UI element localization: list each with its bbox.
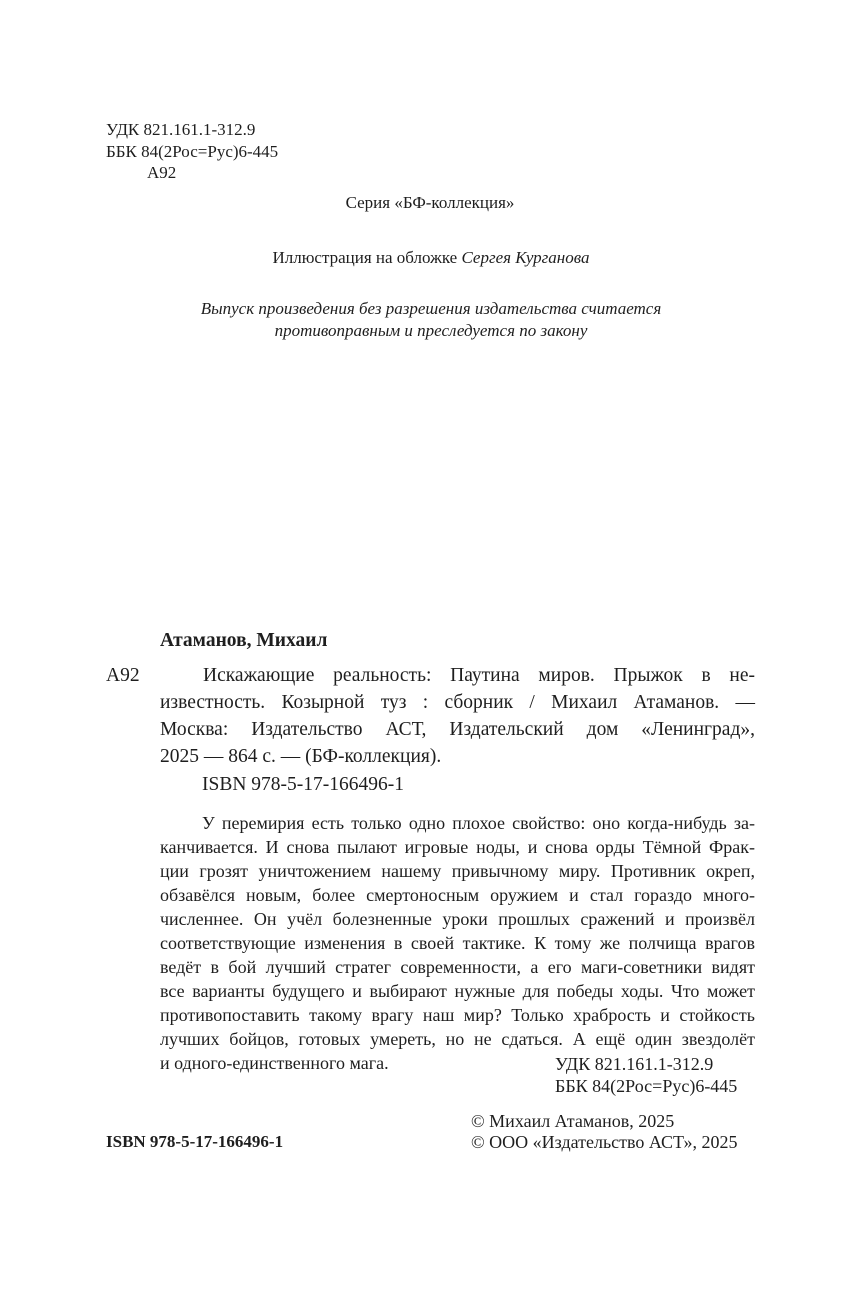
classification-author-sign: А92 bbox=[147, 163, 177, 182]
illustration-artist: Сергея Курганова bbox=[461, 248, 590, 267]
bottom-bbk: ББК 84(2Рос=Рус)6-445 bbox=[555, 1076, 738, 1096]
annotation-line: и одного-единственного мага. bbox=[160, 1053, 389, 1073]
copyright-warning bbox=[0, 298, 845, 342]
catalog-description bbox=[160, 662, 755, 770]
annotation-line: обзавёлся новым, более смертоносным оружием и стал гораздо много- bbox=[160, 885, 755, 905]
catalog-author-sign: А92 bbox=[106, 665, 140, 686]
classification-udk: УДК 821.161.1-312.9 bbox=[106, 120, 256, 139]
catalog-desc-line: 2025 — 864 с. — (БФ-коллекция). bbox=[160, 746, 442, 767]
warning-line-1: Выпуск произведения без разрешения издательства считается bbox=[200, 299, 662, 318]
catalog-desc-line: Москва: Издательство АСТ, Издательский дом «Ленинград», bbox=[160, 719, 755, 740]
annotation-line: лучших бойцов, готовых умереть, но не сдаться. А ещё один звездолёт bbox=[160, 1029, 755, 1049]
annotation-line: У перемирия есть только одно плохое свойство: оно когда-нибудь за- bbox=[202, 813, 755, 833]
illustration-credit bbox=[0, 247, 845, 269]
annotation-line: соответствующие изменения в своей тактике. К тому же полчища врагов bbox=[160, 933, 755, 953]
isbn-bold: ISBN 978-5-17-166496-1 bbox=[106, 1132, 284, 1151]
annotation-line: все варианты будущего и выбирают нужные для победы ходы. Что может bbox=[160, 981, 755, 1001]
annotation bbox=[160, 811, 755, 1075]
catalog-desc-line: известность. Козырной туз : сборник / Михаил Атаманов. — bbox=[160, 692, 755, 713]
copyright-author: © Михаил Атаманов, 2025 bbox=[471, 1111, 675, 1131]
warning-line-2: противоправным и преследуется по закону bbox=[274, 321, 588, 340]
illustration-prefix: Иллюстрация на обложке bbox=[272, 248, 458, 267]
annotation-line: численнее. Он учёл болезненные уроки прошлых сражений и произвёл bbox=[160, 909, 755, 929]
annotation-line: ведёт в бой лучший стратег современности, а его маги-советники видят bbox=[160, 957, 755, 977]
annotation-line: ции грозят уничтожением нашему привычному миру. Противник окреп, bbox=[160, 861, 755, 881]
copyright-publisher: © ООО «Издательство АСТ», 2025 bbox=[471, 1132, 738, 1152]
series-line: Серия «БФ-коллекция» bbox=[345, 193, 515, 212]
catalog-desc-line: Искажающие реальность: Паутина миров. Прыжок в не- bbox=[203, 665, 755, 686]
annotation-line: противопоставить такому врагу наш мир? Только храбрость и стойкость bbox=[160, 1005, 755, 1025]
catalog-isbn: ISBN 978-5-17-166496-1 bbox=[202, 774, 405, 795]
bottom-udk: УДК 821.161.1-312.9 bbox=[555, 1054, 714, 1074]
catalog-author-heading: Атаманов, Михаил bbox=[160, 630, 328, 651]
annotation-line: канчивается. И снова пылают игровые ноды, и снова орды Тёмной Фрак- bbox=[160, 837, 755, 857]
classification-bbk: ББК 84(2Рос=Рус)6-445 bbox=[106, 142, 279, 161]
